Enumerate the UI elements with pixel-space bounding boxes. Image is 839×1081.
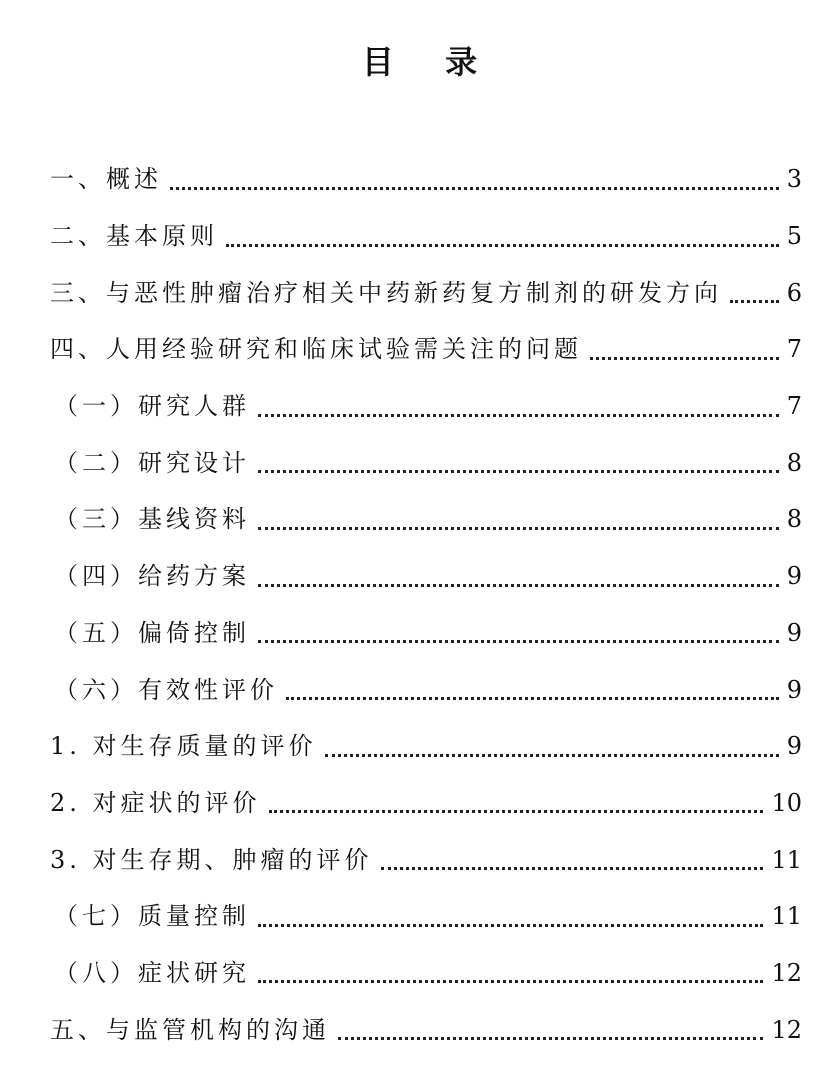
toc-dot-leader xyxy=(258,980,763,983)
toc-dot-leader xyxy=(286,697,779,700)
toc-entry-page: 9 xyxy=(786,562,802,591)
toc-dot-leader xyxy=(325,754,779,757)
toc-entry[interactable] xyxy=(50,548,802,605)
toc-entry-page: 8 xyxy=(786,448,802,477)
toc-entry-page: 8 xyxy=(786,505,802,534)
toc-entry-label: 2. 对症状的评价 xyxy=(50,788,261,817)
toc-entry-label: （八）症状研究 xyxy=(54,958,250,987)
toc-entry-page: 9 xyxy=(786,618,802,647)
toc-entry-page: 9 xyxy=(786,675,802,704)
toc-entry[interactable] xyxy=(50,208,802,265)
toc-entry-page: 9 xyxy=(786,732,802,761)
toc-entry[interactable] xyxy=(50,264,802,321)
toc-entry-page: 12 xyxy=(771,1015,802,1044)
toc-entry[interactable] xyxy=(50,605,802,662)
toc-entry-page: 7 xyxy=(786,392,802,421)
toc-dot-leader xyxy=(258,584,779,587)
toc-entry-page: 10 xyxy=(771,788,802,817)
toc-entry-page: 3 xyxy=(786,165,802,194)
toc-entry-label: （一）研究人群 xyxy=(54,392,250,421)
toc-entry-label: 五、与监管机构的沟通 xyxy=(50,1015,330,1044)
toc-entry[interactable] xyxy=(50,321,802,378)
toc-entry-label: （三）基线资料 xyxy=(54,505,250,534)
toc-dot-leader xyxy=(269,810,764,813)
toc-dot-leader xyxy=(258,640,779,643)
toc-dot-leader xyxy=(258,470,779,473)
toc-entry-label: 1. 对生存质量的评价 xyxy=(50,732,317,761)
toc-entry[interactable] xyxy=(50,434,802,491)
toc-dot-leader xyxy=(258,924,763,927)
toc-dot-leader xyxy=(258,527,779,530)
toc-entry-page: 11 xyxy=(771,845,802,874)
toc-dot-leader xyxy=(730,300,779,303)
toc-entry-page: 12 xyxy=(771,958,802,987)
toc-entry-label: （六）有效性评价 xyxy=(54,675,278,704)
toc-entry[interactable] xyxy=(50,775,802,832)
toc-entry-label: 三、与恶性肿瘤治疗相关中药新药复方制剂的研发方向 xyxy=(50,278,722,307)
toc-entry-label: 四、人用经验研究和临床试验需关注的问题 xyxy=(50,335,582,364)
toc-entry-label: 一、概述 xyxy=(50,165,162,194)
toc-entry[interactable] xyxy=(50,1001,802,1058)
toc-entry[interactable] xyxy=(50,378,802,435)
toc-entry-label: （七）质量控制 xyxy=(54,902,250,931)
toc-entry[interactable] xyxy=(50,831,802,888)
toc-entry-label: （五）偏倚控制 xyxy=(54,618,250,647)
toc-entry[interactable] xyxy=(50,491,802,548)
toc-dot-leader xyxy=(170,187,779,190)
page-title: 目 录 xyxy=(361,43,498,81)
toc-entry-label: 二、基本原则 xyxy=(50,222,218,251)
toc-dot-leader xyxy=(258,414,779,417)
toc-entry-page: 11 xyxy=(771,902,802,931)
toc-entry-label: （二）研究设计 xyxy=(54,448,250,477)
toc-entry-page: 6 xyxy=(786,278,802,307)
toc-entry-page: 7 xyxy=(786,335,802,364)
toc-dot-leader xyxy=(590,357,779,360)
toc-entry-label: 3. 对生存期、肿瘤的评价 xyxy=(50,845,373,874)
toc-entry-page: 5 xyxy=(786,222,802,251)
toc-entry[interactable] xyxy=(50,661,802,718)
toc-entry[interactable] xyxy=(50,945,802,1002)
toc-entry[interactable] xyxy=(50,718,802,775)
toc-dot-leader xyxy=(226,244,779,247)
table-of-contents xyxy=(50,151,802,1058)
toc-entry[interactable] xyxy=(50,151,802,208)
toc-dot-leader xyxy=(381,867,764,870)
toc-entry[interactable] xyxy=(50,888,802,945)
toc-dot-leader xyxy=(338,1037,763,1040)
toc-entry-label: （四）给药方案 xyxy=(54,562,250,591)
